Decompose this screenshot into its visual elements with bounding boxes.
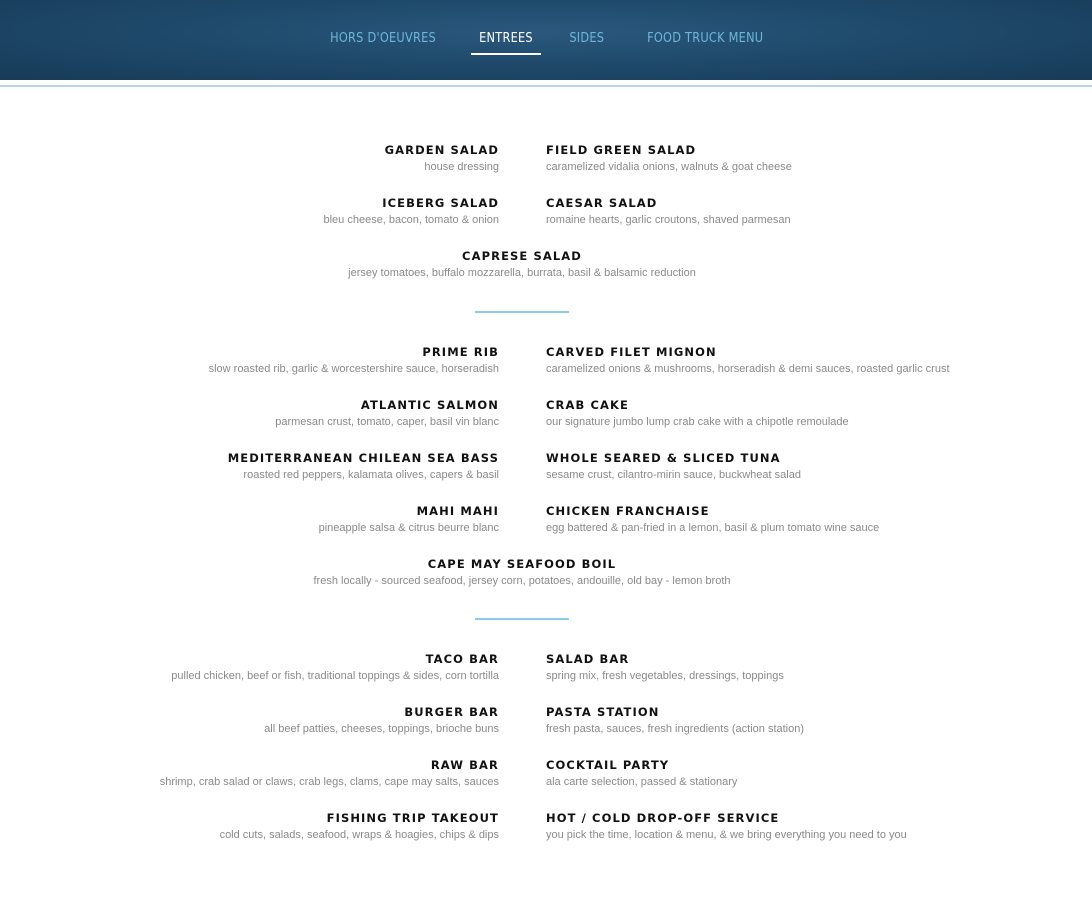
- nav-link-sides[interactable]: SIDES: [569, 30, 605, 46]
- menu-row: [0, 504, 1092, 544]
- menu-row: [0, 652, 1092, 692]
- menu-item-description: jersey tomatoes, buffalo mozzarella, burrata, basil & balsamic reduction: [348, 267, 696, 279]
- menu-item-description: house dressing: [424, 161, 499, 173]
- menu-item-name: MAHI MAHI: [416, 504, 499, 518]
- menu-item-description: roasted red peppers, kalamata olives, capers & basil: [243, 469, 499, 481]
- menu-item-name: CAESAR SALAD: [546, 196, 658, 210]
- menu-item: [546, 451, 801, 482]
- menu-item-description: fresh pasta, sauces, fresh ingredients (action station): [546, 723, 805, 735]
- menu-item: [209, 345, 499, 376]
- nav-link-hors-doeuvres[interactable]: HORS D'OEUVRES: [330, 30, 436, 46]
- menu-item-name: ATLANTIC SALMON: [360, 398, 499, 412]
- menu-item-name: COCKTAIL PARTY: [546, 758, 670, 772]
- menu-item: [385, 143, 499, 174]
- menu-item: [220, 811, 499, 842]
- menu-item: [275, 398, 499, 429]
- menu-item: [171, 652, 499, 683]
- menu-item-name: HOT / COLD DROP-OFF SERVICE: [546, 811, 780, 825]
- menu-item-description: fresh locally - sourced seafood, jersey corn, potatoes, andouille, old bay - lemon broth: [313, 575, 731, 587]
- nav-item-food-truck-menu: [636, 29, 774, 47]
- menu-item-description: spring mix, fresh vegetables, dressings, toppings: [546, 670, 784, 682]
- menu-item-description: sesame crust, cilantro-mirin sauce, buckwheat salad: [546, 469, 801, 481]
- menu-item-description: our signature jumbo lump crab cake with a chipotle remoulade: [546, 416, 849, 428]
- menu-item-description: ala carte selection, passed & stationary: [546, 776, 738, 788]
- menu-item: [546, 398, 849, 429]
- menu-item-name: WHOLE SEARED & SLICED TUNA: [546, 451, 781, 465]
- menu-item-name: CRAB CAKE: [546, 398, 629, 412]
- menu-item-description: pulled chicken, beef or fish, traditional toppings & sides, corn tortilla: [171, 670, 499, 682]
- menu-item-description: bleu cheese, bacon, tomato & onion: [323, 214, 499, 226]
- menu-item: [546, 705, 804, 736]
- nav-link-food-truck-menu[interactable]: FOOD TRUCK MENU: [646, 30, 763, 46]
- menu-item: [319, 504, 499, 535]
- menu-item-description: pineapple salsa & citrus beurre blanc: [318, 522, 499, 534]
- menu-item-description: caramelized vidalia onions, walnuts & goat cheese: [546, 161, 792, 173]
- menu-item-description: romaine hearts, garlic croutons, shaved parmesan: [546, 214, 791, 226]
- menu-item: [323, 196, 499, 227]
- menu-row: [0, 705, 1092, 745]
- menu-item-name: FIELD GREEN SALAD: [546, 143, 697, 157]
- menu-item: [546, 758, 737, 789]
- menu-item-name: CHICKEN FRANCHAISE: [546, 504, 710, 518]
- menu-item-name: SALAD BAR: [546, 652, 630, 666]
- nav-menu: [1, 29, 1092, 47]
- menu-item: [264, 705, 499, 736]
- menu-item-name: RAW BAR: [430, 758, 499, 772]
- menu-item-description: slow roasted rib, garlic & worcestershire sauce, horseradish: [208, 363, 499, 375]
- menu-item-name: ICEBERG SALAD: [382, 196, 499, 210]
- menu-item-description: all beef patties, cheeses, toppings, brioche buns: [264, 723, 499, 735]
- menu-row: [0, 811, 1092, 851]
- nav-item-sides: [566, 29, 608, 47]
- menu-item-name: GARDEN SALAD: [384, 143, 499, 157]
- menu-item-description: caramelized onions & mushrooms, horseradish & demi sauces, roasted garlic crust: [546, 363, 950, 375]
- menu-item-name: MEDITERRANEAN CHILEAN SEA BASS: [227, 451, 499, 465]
- menu-row: [0, 143, 1092, 183]
- menu-row: [0, 557, 1092, 597]
- menu-item: [546, 196, 791, 227]
- menu-item: [0, 557, 1044, 588]
- section-divider: [475, 618, 569, 620]
- top-navigation-bar: [0, 0, 1092, 80]
- menu-item-name: PASTA STATION: [546, 705, 660, 719]
- menu-row: [0, 249, 1092, 289]
- menu-item-name: CARVED FILET MIGNON: [546, 345, 717, 359]
- menu-row: [0, 398, 1092, 438]
- menu-item-description: egg battered & pan-fried in a lemon, basil & plum tomato wine sauce: [546, 522, 880, 534]
- menu-item-name: CAPE MAY SEAFOOD BOIL: [427, 557, 617, 571]
- menu-row: [0, 451, 1092, 491]
- menu-item-description: you pick the time, location & menu, & we bring everything you need to you: [546, 829, 907, 841]
- menu-item: [546, 811, 907, 842]
- menu-item-name: TACO BAR: [425, 652, 499, 666]
- menu-row: [0, 345, 1092, 385]
- menu-item: [546, 652, 784, 683]
- menu-item-name: PRIME RIB: [422, 345, 499, 359]
- section-divider: [475, 311, 569, 313]
- nav-item-entrees: [474, 29, 538, 47]
- menu-item: [546, 143, 792, 174]
- header-accent-line: [0, 85, 1092, 87]
- menu-item: [546, 345, 950, 376]
- menu-item: [546, 504, 879, 535]
- menu-row: [0, 758, 1092, 798]
- menu-item-description: shrimp, crab salad or claws, crab legs, clams, cape may salts, sauces: [159, 776, 499, 788]
- menu-item-description: cold cuts, salads, seafood, wraps & hoagies, chips & dips: [219, 829, 499, 841]
- active-tab-underline: [471, 53, 541, 55]
- nav-item-hors-doeuvres: [320, 29, 446, 47]
- menu-item: [228, 451, 499, 482]
- menu-item-description: parmesan crust, tomato, caper, basil vin blanc: [275, 416, 499, 428]
- menu-row: [0, 196, 1092, 236]
- menu-item-name: FISHING TRIP TAKEOUT: [326, 811, 499, 825]
- menu-item: [0, 249, 1044, 280]
- nav-link-entrees[interactable]: ENTREES: [479, 30, 533, 46]
- menu-item: [160, 758, 499, 789]
- menu-item-name: CAPRESE SALAD: [462, 249, 582, 263]
- menu-item-name: BURGER BAR: [404, 705, 499, 719]
